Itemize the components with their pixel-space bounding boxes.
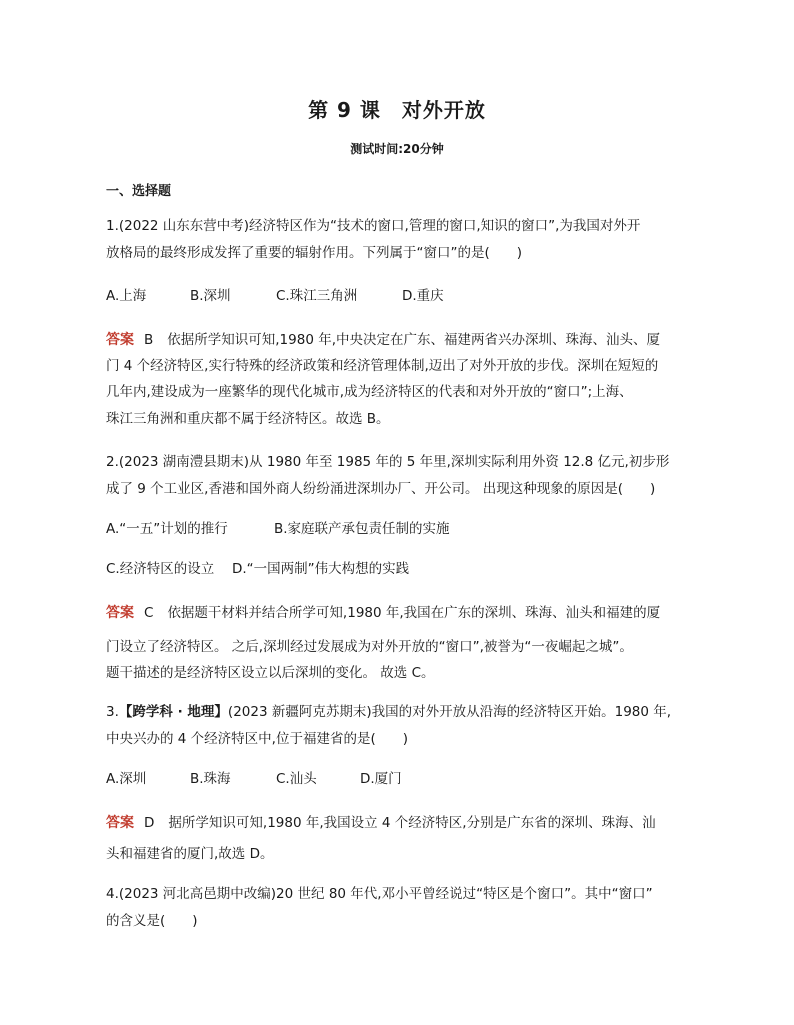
q2-option-c[interactable]: C.经济特区的设立 xyxy=(106,561,215,577)
q1-stem-line2: 放格局的最终形成发挥了重要的辐射作用。下列属于“窗口”的是( ) xyxy=(106,245,523,261)
q1-stem-line1: 1.(2022 山东东营中考)经济特区作为“技术的窗口,管理的窗口,知识的窗口”,为我国对外开 xyxy=(106,218,641,234)
q1-explanation-line4: 珠江三角洲和重庆都不属于经济特区。故选 B。 xyxy=(106,411,390,427)
q1-explanation-line2: 门 4 个经济特区,实行特殊的经济政策和经济管理体制,迈出了对外开放的步伐。深圳在短短的 xyxy=(106,358,659,374)
q1-option-d[interactable]: D.重庆 xyxy=(402,288,444,304)
section-heading: 一、选择题 xyxy=(106,184,172,199)
q2-explanation-line1: 依据题干材料并结合所学可知,1980 年,我国在广东的深圳、珠海、汕头和福建的厦 xyxy=(167,605,661,621)
q3-subject-tag: 【跨学科 · 地理】 xyxy=(118,704,228,720)
answer-letter: C xyxy=(144,605,154,621)
q3-stem-line1 xyxy=(106,702,671,722)
answer-label: 答案 xyxy=(106,332,134,348)
q2-answer xyxy=(106,603,660,623)
q4-stem-line1: 4.(2023 河北高邑期中改编)20 世纪 80 年代,邓小平曾经说过“特区是个窗口”。其中“窗口” xyxy=(106,886,653,902)
q1-explanation-line3: 几年内,建设成为一座繁华的现代化城市,成为经济特区的代表和对外开放的“窗口”;上海、 xyxy=(106,384,633,400)
q2-options-row1 xyxy=(106,519,450,539)
answer-label: 答案 xyxy=(106,605,134,621)
lesson-title: 第 9 课 对外开放 xyxy=(308,98,486,122)
q2-explanation-line2: 门设立了经济特区。 之后,深圳经过发展成为对外开放的“窗口”,被誉为“一夜崛起之城”。 xyxy=(106,639,633,655)
q3-answer xyxy=(106,813,656,833)
q3-stem-line2: 中央兴办的 4 个经济特区中,位于福建省的是( ) xyxy=(106,731,408,747)
q3-option-d[interactable]: D.厦门 xyxy=(360,771,402,787)
q2-explanation-line3: 题干描述的是经济特区设立以后深圳的变化。 故选 C。 xyxy=(106,665,435,681)
q3-explanation-line2: 头和福建省的厦门,故选 D。 xyxy=(106,846,274,862)
q2-stem-line1: 2.(2023 湖南澧县期末)从 1980 年至 1985 年的 5 年里,深圳实际利用外资 12.8 亿元,初步形 xyxy=(106,454,670,470)
test-time: 测试时间:20分钟 xyxy=(350,142,444,156)
answer-label: 答案 xyxy=(106,815,134,831)
answer-letter: D xyxy=(144,815,155,831)
q2-stem-line2: 成了 9 个工业区,香港和国外商人纷纷涌进深圳办厂、开公司。 出现这种现象的原因是( ) xyxy=(106,481,656,497)
q2-options-row2 xyxy=(106,559,409,579)
q3-options xyxy=(106,769,402,789)
q2-option-a[interactable]: A.“一五”计划的推行 xyxy=(106,521,228,537)
q3-number: 3. xyxy=(106,704,119,720)
q1-option-c[interactable]: C.珠江三角洲 xyxy=(276,288,358,304)
q1-option-a[interactable]: A.上海 xyxy=(106,288,147,304)
q1-explanation-line1: 依据所学知识可知,1980 年,中央决定在广东、福建两省兴办深圳、珠海、汕头、厦 xyxy=(167,332,660,348)
q3-option-c[interactable]: C.汕头 xyxy=(276,771,317,787)
q2-option-d[interactable]: D.“一国两制”伟大构想的实践 xyxy=(232,561,410,577)
q1-options xyxy=(106,286,444,306)
q2-option-b[interactable]: B.家庭联产承包责任制的实施 xyxy=(274,521,450,537)
q3-option-b[interactable]: B.珠海 xyxy=(190,771,231,787)
q3-option-a[interactable]: A.深圳 xyxy=(106,771,147,787)
q1-option-b[interactable]: B.深圳 xyxy=(190,288,231,304)
q4-stem-line2: 的含义是( ) xyxy=(106,913,198,929)
q3-explanation-line1: 据所学知识可知,1980 年,我国设立 4 个经济特区,分别是广东省的深圳、珠海、汕 xyxy=(168,815,656,831)
q1-answer xyxy=(106,330,660,350)
answer-letter: B xyxy=(144,332,154,348)
q3-stem-text: (2023 新疆阿克苏期末)我国的对外开放从沿海的经济特区开始。1980 年, xyxy=(227,704,672,720)
